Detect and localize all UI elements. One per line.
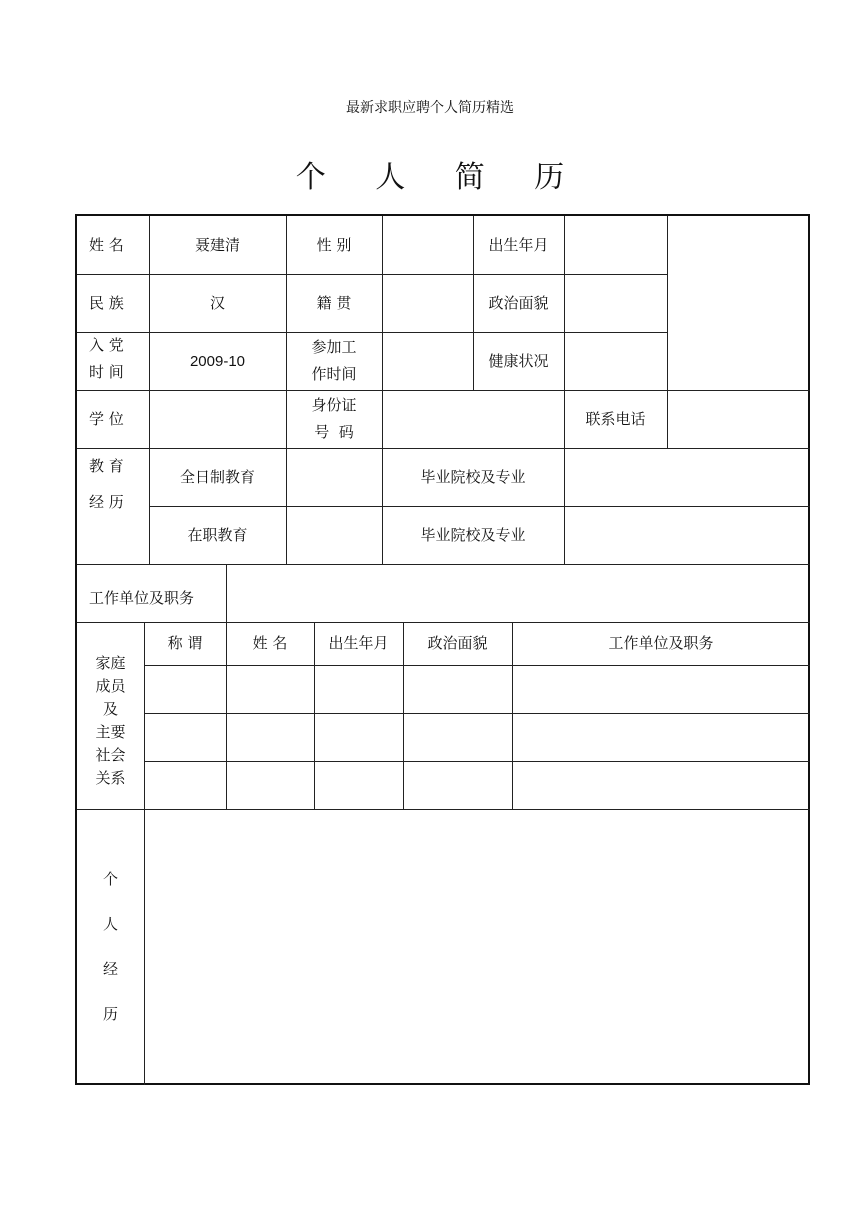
- family-header-relation: 称 谓: [167, 634, 203, 652]
- inservice-school-label: 毕业院校及专业: [420, 525, 526, 544]
- family-cell[interactable]: [226, 713, 314, 761]
- work-unit-value[interactable]: [226, 564, 810, 622]
- party-join-value[interactable]: 2009-10: [189, 352, 246, 370]
- fulltime-school-value[interactable]: [564, 448, 810, 506]
- page-header: 最新求职应聘个人简历精选: [346, 100, 514, 116]
- family-cell[interactable]: [512, 665, 810, 713]
- party-join-label-line2: 时 间: [89, 363, 124, 381]
- name-value[interactable]: 聂建清: [194, 235, 240, 254]
- fulltime-education-label: 全日制教育: [179, 467, 255, 486]
- education-label-line1: 教 育: [89, 457, 124, 475]
- native-place-label: 籍 贯: [316, 293, 352, 312]
- family-label-line: 及: [102, 699, 118, 718]
- inservice-education-value[interactable]: [286, 506, 382, 564]
- party-join-label-line1: 入 党: [89, 336, 124, 354]
- birth-value[interactable]: [564, 216, 667, 274]
- family-cell[interactable]: [226, 665, 314, 713]
- id-number-value[interactable]: [382, 390, 564, 448]
- id-number-label-line2: 号 码: [314, 423, 354, 441]
- id-number-label-line1: 身份证: [311, 396, 357, 414]
- work-start-label-line2: 作时间: [311, 365, 357, 383]
- birth-label: 出生年月: [488, 235, 549, 254]
- family-cell[interactable]: [314, 761, 403, 809]
- inservice-education-label: 在职教育: [187, 525, 248, 544]
- degree-value[interactable]: [149, 390, 286, 448]
- fulltime-education-value[interactable]: [286, 448, 382, 506]
- name-label: 姓 名: [89, 235, 124, 254]
- education-label: [77, 448, 149, 564]
- family-cell[interactable]: [144, 665, 226, 713]
- family-cell[interactable]: [403, 713, 512, 761]
- family-cell[interactable]: [512, 761, 810, 809]
- native-place-value[interactable]: [382, 274, 473, 332]
- work-start-label: [286, 332, 382, 390]
- gender-value[interactable]: [382, 216, 473, 274]
- work-start-label-line1: 参加工: [311, 338, 357, 356]
- health-label: 健康状况: [488, 351, 549, 370]
- work-unit-label: 工作单位及职务: [89, 588, 195, 607]
- experience-label-line: 历: [102, 1005, 118, 1023]
- family-label-line: 主要: [95, 722, 126, 741]
- experience-label-line: 个: [102, 870, 118, 888]
- family-cell[interactable]: [144, 713, 226, 761]
- work-start-value[interactable]: [382, 332, 473, 390]
- degree-label: 学 位: [89, 409, 124, 428]
- ethnic-label: 民 族: [89, 293, 124, 312]
- phone-label: 联系电话: [585, 409, 646, 428]
- family-header-name: 姓 名: [252, 634, 288, 652]
- family-label-line: 家庭: [95, 653, 126, 672]
- party-join-label: [77, 332, 149, 390]
- fulltime-school-label: 毕业院校及专业: [420, 467, 526, 486]
- experience-label-line: 经: [102, 960, 118, 978]
- phone-value[interactable]: [667, 390, 810, 448]
- political-status-value[interactable]: [564, 274, 667, 332]
- family-header-birth: 出生年月: [328, 634, 389, 652]
- education-label-line2: 经 历: [89, 493, 124, 511]
- experience-label-line: 人: [102, 915, 118, 933]
- family-cell[interactable]: [403, 761, 512, 809]
- family-cell[interactable]: [226, 761, 314, 809]
- family-header-work-unit: 工作单位及职务: [608, 634, 714, 652]
- family-header-political: 政治面貌: [427, 634, 488, 652]
- family-relations-label: [77, 622, 144, 809]
- photo-box[interactable]: [667, 216, 810, 390]
- family-label-line: 关系: [95, 768, 126, 787]
- document-title: 个 人 简 历: [295, 160, 585, 195]
- gender-label: 性 别: [316, 235, 352, 254]
- family-cell[interactable]: [314, 665, 403, 713]
- inservice-school-value[interactable]: [564, 506, 810, 564]
- family-cell[interactable]: [144, 761, 226, 809]
- personal-experience-value[interactable]: [144, 809, 810, 1085]
- health-value[interactable]: [564, 332, 667, 390]
- family-cell[interactable]: [512, 713, 810, 761]
- personal-experience-label: [77, 809, 144, 1085]
- family-label-line: 社会: [95, 745, 126, 764]
- family-cell[interactable]: [314, 713, 403, 761]
- family-cell[interactable]: [403, 665, 512, 713]
- id-number-label: [286, 390, 382, 448]
- ethnic-value[interactable]: 汉: [209, 293, 225, 312]
- family-label-line: 成员: [95, 676, 126, 695]
- political-status-label: 政治面貌: [488, 293, 549, 312]
- resume-form: [75, 214, 810, 1085]
